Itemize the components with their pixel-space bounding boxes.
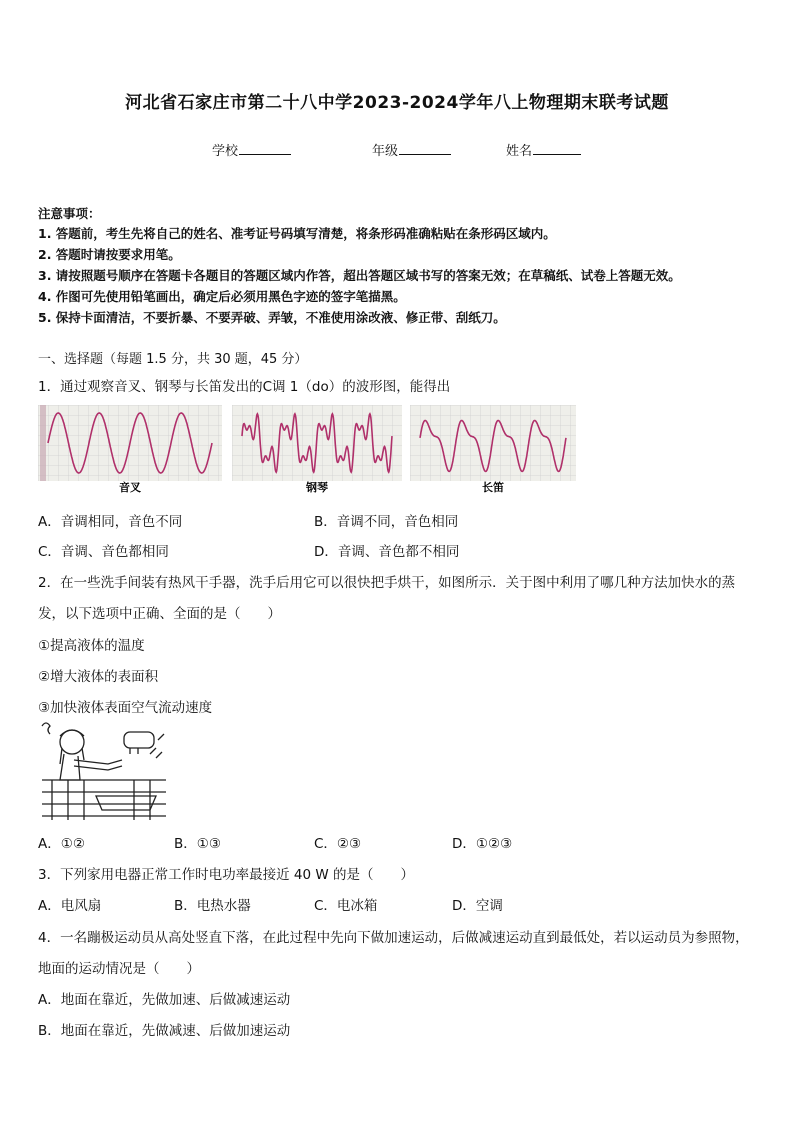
- q3-option-d: D．空调: [452, 898, 503, 914]
- grade-label: 年级: [372, 144, 399, 159]
- q4-option-a: A．地面在靠近，先做加速、后做减速运动: [38, 992, 291, 1008]
- caption-tuning-fork: 音叉: [119, 481, 141, 493]
- note-item: 4. 作图可先使用铅笔画出，确定后必须用黑色字迹的签字笔描黑。: [38, 289, 406, 304]
- q2-option-d: D．①②③: [452, 836, 513, 852]
- flute-wave-panel: [410, 405, 576, 481]
- note-item: 5. 保持卡面清洁，不要折暴、不要弄破、弄皱，不准使用涂改液、修正带、刮纸刀。: [38, 310, 506, 325]
- question-2-line-1: 2．在一些洗手间装有热风干手器，洗手后用它可以很快把手烘干，如图所示．关于图中利用了哪几种方法加快水的蒸: [38, 575, 736, 591]
- q1-option-d: D．音调、音色都不相同: [314, 544, 460, 560]
- name-label: 姓名: [506, 144, 533, 159]
- name-field: [506, 140, 581, 159]
- q3-option-c: C．电冰箱: [314, 898, 378, 914]
- note-item: 1. 答题前，考生先将自己的姓名、准考证号码填写清楚，将条形码准确粘贴在条形码区域内。: [38, 226, 556, 241]
- school-field: [212, 140, 291, 159]
- grade-blank: [399, 142, 451, 155]
- q2-option-a: A．①②: [38, 836, 85, 852]
- q2-item-2: ②增大液体的表面积: [38, 669, 159, 685]
- school-label: 学校: [212, 144, 239, 159]
- grade-field: [372, 140, 451, 159]
- tuning-fork-wave-panel: [38, 405, 222, 481]
- q2-item-3: ③加快液体表面空气流动速度: [38, 700, 213, 716]
- q2-item-1: ①提高液体的温度: [38, 638, 145, 654]
- hand-dryer-illustration: [38, 720, 170, 820]
- caption-flute: 长笛: [482, 481, 504, 493]
- q2-option-c: C．②③: [314, 836, 362, 852]
- q2-option-b: B．①③: [174, 836, 221, 852]
- q1-option-a: A．音调相同，音色不同: [38, 514, 183, 530]
- waveform-figure: [38, 405, 578, 493]
- caption-piano: 钢琴: [306, 481, 328, 493]
- page-title: 河北省石家庄市第二十八中学2023-2024学年八上物理期末联考试题: [125, 93, 669, 113]
- q3-option-b: B．电热水器: [174, 898, 251, 914]
- piano-wave-panel: [232, 405, 402, 481]
- section-heading: 一、选择题（每题 1.5 分，共 30 题，45 分）: [38, 352, 308, 367]
- question-3-text: 3．下列家用电器正常工作时电功率最接近 40 W 的是（ ）: [38, 867, 414, 883]
- question-2-line-2: 发，以下选项中正确、全面的是（ ）: [38, 606, 281, 622]
- question-1-text: 1．通过观察音叉、钢琴与长笛发出的C调 1（do）的波形图，能得出: [38, 379, 451, 395]
- question-4-line-2: 地面的运动情况是（ ）: [38, 961, 200, 977]
- note-item: 3. 请按照题号顺序在答题卡各题目的答题区域内作答，超出答题区域书写的答案无效；在草稿纸、试卷上答题无效。: [38, 268, 681, 283]
- question-4-line-1: 4．一名蹦极运动员从高处竖直下落，在此过程中先向下做加速运动，后做减速运动直到最低处，若以运动员为参照物，: [38, 930, 749, 946]
- q4-option-b: B．地面在靠近，先做减速、后做加速运动: [38, 1023, 291, 1039]
- note-item: 2. 答题时请按要求用笔。: [38, 247, 181, 262]
- q3-option-a: A．电风扇: [38, 898, 102, 914]
- school-blank: [239, 142, 291, 155]
- notes-heading: 注意事项：: [38, 206, 101, 221]
- q1-option-b: B．音调不同，音色相同: [314, 514, 459, 530]
- q1-option-c: C．音调、音色都相同: [38, 544, 169, 560]
- name-blank: [533, 142, 581, 155]
